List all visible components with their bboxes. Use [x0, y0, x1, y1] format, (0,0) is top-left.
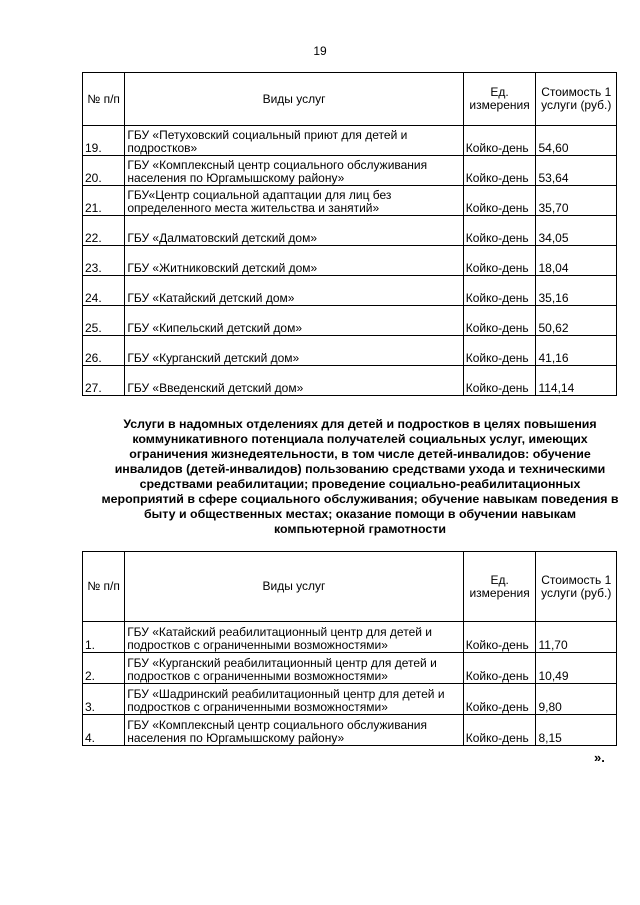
row-num: 3.: [83, 684, 125, 715]
row-name: ГБУ«Центр социальной адаптации для лиц без определенного места жительства и занятий»: [125, 186, 463, 216]
table-row: [83, 684, 617, 715]
row-num: 27.: [83, 366, 125, 396]
row-unit: Койко-день: [463, 276, 536, 306]
row-num: 19.: [83, 126, 125, 156]
row-num: 22.: [83, 216, 125, 246]
row-num: 1.: [83, 622, 125, 653]
row-num: 2.: [83, 653, 125, 684]
row-price: 54,60: [536, 126, 617, 156]
row-unit: Койко-день: [463, 366, 536, 396]
row-price: 114,14: [536, 366, 617, 396]
row-price: 53,64: [536, 156, 617, 186]
row-price: 10,49: [536, 653, 617, 684]
row-num: 4.: [83, 715, 125, 746]
row-price: 41,16: [536, 336, 617, 366]
table-header-row: [83, 552, 617, 622]
row-num: 25.: [83, 306, 125, 336]
row-unit: Койко-день: [463, 156, 536, 186]
row-num: 26.: [83, 336, 125, 366]
row-num: 23.: [83, 246, 125, 276]
table-row: [83, 246, 617, 276]
page-number: 19: [313, 44, 327, 58]
section-heading: Услуги в надомных отделениях для детей и подростков в целях повышения коммуникативного потенциала получателей социальных услуг, имеющих ограничения жизнедеятельности, в том числе детей-инвалидов: обучение инвалидов (детей-инвалидов) пользованию средствами ухода и техническими средствами реабилитации; проведение социально-реабилитационных мероприятий в сфере социального обслуживания; обучение навыкам поведения в быту и общественных местах; оказание помощи в обучении навыкам компьютерной грамотности: [101, 417, 619, 536]
table-row: [83, 186, 617, 216]
table-row: [83, 715, 617, 746]
services-table-2: [82, 551, 617, 746]
row-name: ГБУ «Катайский детский дом»: [125, 276, 463, 306]
row-unit: Койко-день: [463, 622, 536, 653]
header-unit: Ед. измерения: [463, 73, 536, 126]
row-unit: Койко-день: [463, 306, 536, 336]
row-name: ГБУ «Курганский реабилитационный центр для детей и подростков с ограниченными возможностями»: [125, 653, 464, 684]
row-num: 21.: [83, 186, 125, 216]
row-num: 20.: [83, 156, 125, 186]
row-name: ГБУ «Петуховский социальный приют для детей и подростков»: [125, 126, 463, 156]
row-price: 34,05: [536, 216, 617, 246]
row-price: 50,62: [536, 306, 617, 336]
header-price: Стоимость 1 услуги (руб.): [536, 552, 617, 622]
table-row: [83, 336, 617, 366]
header-name: Виды услуг: [125, 73, 463, 126]
table-row: [83, 126, 617, 156]
row-price: 18,04: [536, 246, 617, 276]
row-name: ГБУ «Житниковский детский дом»: [125, 246, 463, 276]
row-unit: Койко-день: [463, 653, 536, 684]
services-table-1: [82, 72, 617, 396]
row-name: ГБУ «Комплексный центр социального обслуживания населения по Юргамышскому району»: [125, 715, 464, 746]
closing-quote: ».: [594, 750, 605, 765]
row-name: ГБУ «Курганский детский дом»: [125, 336, 463, 366]
header-num: № п/п: [83, 73, 125, 126]
table-row: [83, 216, 617, 246]
row-name: ГБУ «Далматовский детский дом»: [125, 216, 463, 246]
header-name: Виды услуг: [125, 552, 464, 622]
table-row: [83, 276, 617, 306]
row-unit: Койко-день: [463, 246, 536, 276]
table-row: [83, 306, 617, 336]
header-num: № п/п: [83, 552, 125, 622]
table-row: [83, 156, 617, 186]
row-unit: Койко-день: [463, 216, 536, 246]
row-price: 8,15: [536, 715, 617, 746]
table-row: [83, 366, 617, 396]
row-price: 35,70: [536, 186, 617, 216]
row-unit: Койко-день: [463, 715, 536, 746]
table-row: [83, 622, 617, 653]
row-unit: Койко-день: [463, 336, 536, 366]
row-name: ГБУ «Введенский детский дом»: [125, 366, 463, 396]
row-price: 11,70: [536, 622, 617, 653]
row-name: ГБУ «Катайский реабилитационный центр для детей и подростков с ограниченными возможностями»: [125, 622, 464, 653]
row-name: ГБУ «Кипельский детский дом»: [125, 306, 463, 336]
row-name: ГБУ «Комплексный центр социального обслуживания населения по Юргамышскому району»: [125, 156, 463, 186]
row-price: 35,16: [536, 276, 617, 306]
header-unit: Ед. измерения: [463, 552, 536, 622]
row-unit: Койко-день: [463, 684, 536, 715]
table-row: [83, 653, 617, 684]
row-num: 24.: [83, 276, 125, 306]
row-unit: Койко-день: [463, 126, 536, 156]
row-price: 9,80: [536, 684, 617, 715]
row-name: ГБУ «Шадринский реабилитационный центр для детей и подростков с ограниченными возможностями»: [125, 684, 464, 715]
table-header-row: [83, 73, 617, 126]
row-unit: Койко-день: [463, 186, 536, 216]
header-price: Стоимость 1 услуги (руб.): [536, 73, 617, 126]
